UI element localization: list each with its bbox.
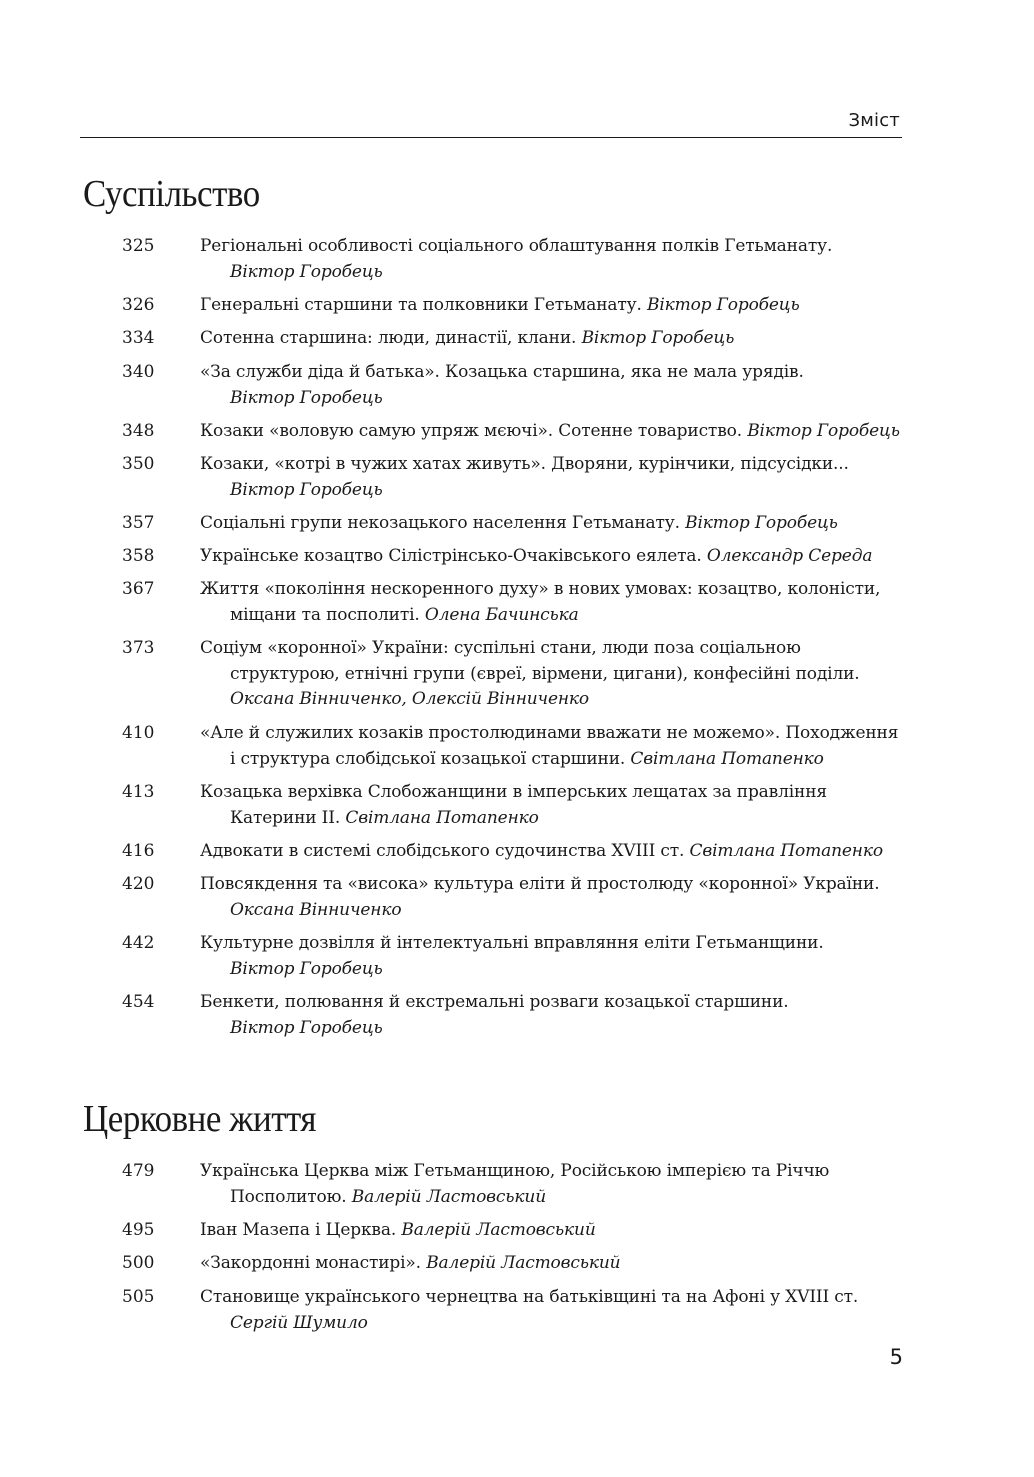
toc-entry-author: Оксана Вінниченко, Олексій Вінниченко [230,689,590,709]
toc-entry-author: Віктор Горобець [230,261,383,282]
toc-page-number: 479 [122,1161,155,1181]
section-title: Церковне життя [83,1098,317,1140]
toc-entry-author: Валерій Ластовський [426,1253,621,1273]
toc-entry-title: Бенкети, полювання й екстремальні розваги козацької старшини. [200,992,789,1012]
toc-page-number: 350 [122,454,155,474]
toc-entry-author: Віктор Горобець [230,958,383,979]
toc-entry-text [200,721,900,772]
toc-page-number: 416 [122,841,155,861]
toc-page-number: 358 [122,546,155,566]
toc-entry-text [200,1285,900,1336]
toc-page-number: 454 [122,992,155,1012]
toc-entry-text [200,931,900,982]
toc-entry-title: Сотенна старшина: люди, династії, клани. [200,328,577,348]
toc-entry-text [200,577,900,628]
toc-entry-title: Козаки, «котрі в чужих хатах живуть». Дворяни, курінчики, підсусідки... [200,454,849,474]
toc-entry-title: Культурне дозвілля й інтелектуальні вправляння еліти Гетьманщини. [200,933,824,953]
page-number-folio: 5 [889,1345,903,1369]
toc-entry-author: Світлана Потапенко [345,807,539,828]
running-head [80,108,902,138]
toc-entry-text [200,511,900,537]
toc-entry-title: Життя «покоління нескоренного духу» в нових умовах: козацтво, колоністи, міщани та посполиті. [200,579,881,625]
toc-page-number: 348 [122,421,155,441]
toc-page-number: 442 [122,933,155,953]
toc-entry-title: Регіональні особливості соціального облаштування полків Гетьманату. [200,236,833,256]
toc-entry-text [200,1251,900,1277]
toc-entry-text [200,419,900,445]
toc-entry-text [200,360,900,411]
toc-page-number: 500 [122,1253,155,1273]
toc-entry-text [200,780,900,831]
toc-entry-author: Віктор Горобець [747,421,900,441]
toc-page-number: 410 [122,723,155,743]
toc-entry-title: Українська Церква між Гетьманщиною, Російською імперією та Річчю Посполитою. [200,1161,830,1207]
toc-entry-text [200,293,900,319]
toc-entry-author: Валерій Ластовський [401,1220,596,1240]
toc-entry-text [200,872,900,923]
toc-entry-author: Оксана Вінниченко [230,899,402,920]
toc-entry-author: Світлана Потапенко [689,841,883,861]
toc-entry-author: Олександр Середа [706,546,873,566]
toc-page-number: 334 [122,328,155,348]
toc-entry-title: «Але й служилих козаків простолюдинами вважати не можемо». Походження і структура слобідської козацької старшини. [200,723,899,769]
toc-entry-title: «Закордонні монастирі». [200,1253,421,1273]
toc-entry-author: Олена Бачинська [424,604,579,625]
toc-entry-text [200,452,900,503]
toc-entry-title: Козацька верхівка Слобожанщини в імперських лещатах за правління Катерини ІІ. [200,782,827,828]
toc-entry-title: Генеральні старшини та полковники Гетьманату. [200,295,642,315]
toc-page-number: 326 [122,295,155,315]
toc-entry-text [200,839,900,865]
toc-entry-author: Сергій Шумило [230,1312,368,1333]
toc-entry-author: Віктор Горобець [230,479,383,500]
toc-entry-author: Віктор Горобець [685,513,838,533]
toc-page-number: 357 [122,513,155,533]
toc-page-number: 373 [122,638,155,658]
toc-entry-title: Козаки «воловую самую упряж мєючі». Сотенне товариство. [200,421,742,441]
toc-entry-text [200,1159,900,1210]
toc-entry-author: Віктор Горобець [230,1017,383,1038]
toc-entry-text [200,990,900,1041]
toc-entry-title: Соціальні групи некозацького населення Гетьманату. [200,513,680,533]
toc-entry-title: Соціум «коронної» України: суспільні стани, люди поза соціальною структурою, етнічні групи (євреї, вірмени, цигани), конфесійні поділи. [200,638,860,684]
toc-page-number: 325 [122,236,155,256]
toc-entry-author: Віктор Горобець [230,387,383,408]
toc-entry-text [200,636,900,713]
toc-entry-title: Українське козацтво Сілістрінсько-Очаківського еялета. [200,546,702,566]
toc-entry-author: Віктор Горобець [646,295,800,315]
toc-entry-text [200,544,900,570]
toc-entry-author: Валерій Ластовський [351,1186,547,1207]
toc-entry-author: Світлана Потапенко [630,748,824,769]
toc-page-number: 495 [122,1220,155,1240]
toc-entry-author: Віктор Горобець [581,328,735,348]
section-title: Суспільство [83,173,260,215]
toc-entry-title: Іван Мазепа і Церква. [200,1220,397,1240]
toc-page-number: 413 [122,782,155,802]
toc-page-number: 420 [122,874,155,894]
toc-entry-text [200,234,900,285]
toc-entry-title: Повсякдення та «висока» культура еліти й простолюду «коронної» України. [200,874,880,894]
toc-entry-text [200,326,900,352]
toc-entry-title: Адвокати в системі слобідського судочинства XVIII ст. [200,841,685,861]
toc-entry-title: Становище українського чернецтва на батьківщині та на Афоні у XVIII ст. [200,1287,859,1307]
toc-entry-text [200,1218,900,1244]
toc-page-number: 505 [122,1287,155,1307]
toc-entry-title: «За служби діда й батька». Козацька старшина, яка не мала урядів. [200,362,804,382]
running-head-title: Зміст [848,110,900,131]
toc-page-number: 340 [122,362,155,382]
toc-page-number: 367 [122,579,155,599]
